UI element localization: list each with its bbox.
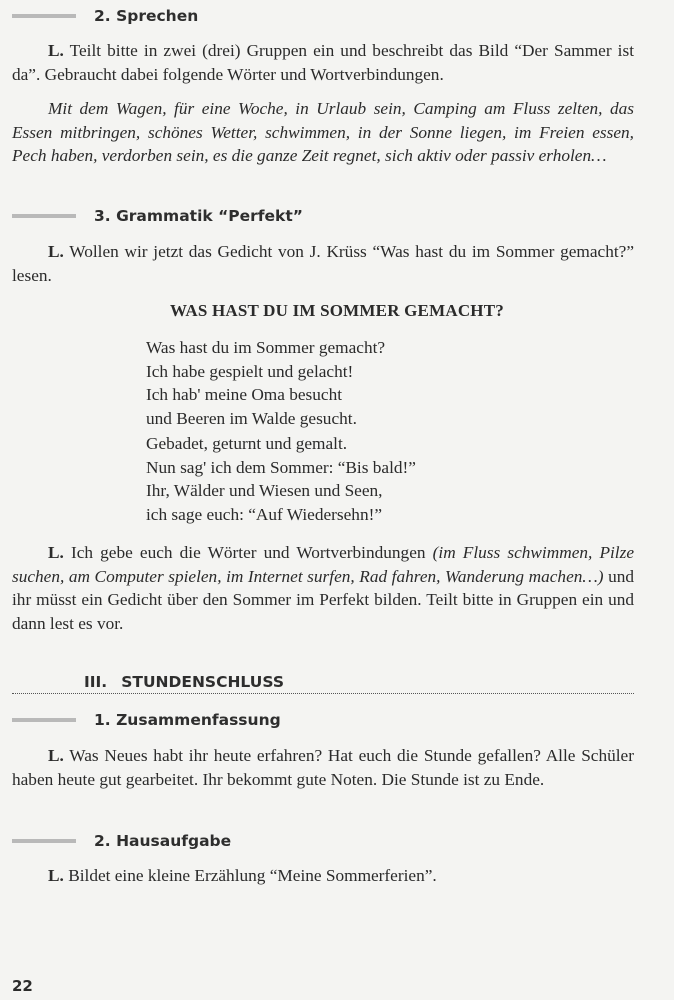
page-number: 22 xyxy=(12,977,33,995)
word-list-task: (im Fluss schwimmen, Pilze suchen, am Computer spielen, im Internet surfen, Rad fahren, Wanderung machen…) xyxy=(12,543,634,586)
poem-line: Ich hab' meine Oma besucht xyxy=(146,385,343,404)
heading-bar xyxy=(12,214,76,218)
paragraph-zusammenfassung xyxy=(12,744,634,791)
heading-grammatik xyxy=(0,205,303,227)
heading-bar xyxy=(12,718,76,722)
poem-line: Ich habe gespielt und gelacht! xyxy=(146,361,354,381)
section-title: STUNDENSCHLUSS xyxy=(121,673,284,691)
paragraph-text: Teilt bitte in zwei (drei) Gruppen ein und beschreibt das Bild “Der Sammer ist da”. Gebraucht dabei folgende Wörter und Wortverbindungen. xyxy=(12,41,634,84)
paragraph-sprechen xyxy=(12,39,634,86)
heading-bar xyxy=(12,14,76,18)
poem-stanza-1 xyxy=(146,336,385,430)
heading-sprechen xyxy=(0,5,198,27)
heading-hausaufgabe xyxy=(0,830,231,852)
paragraph-hausaufgabe xyxy=(12,864,634,888)
section-number: III. xyxy=(84,673,108,691)
poem-stanza-2 xyxy=(146,432,416,526)
poem-line: ich sage euch: “Auf Wiedersehn!” xyxy=(146,504,383,524)
poem-line: Ihr, Wälder und Wiesen und Seen, xyxy=(146,481,383,500)
teacher-marker: L. xyxy=(48,543,64,562)
paragraph-grammatik xyxy=(12,240,634,287)
paragraph-text: Ich gebe euch die Wörter und Wortverbindungen xyxy=(70,543,426,562)
teacher-marker: L. xyxy=(48,866,64,885)
paragraph-text: Wollen wir jetzt das Gedicht von J. Krüss “Was hast du im Sommer gemacht?” lesen. xyxy=(12,242,635,285)
section-stundenschluss xyxy=(84,673,284,691)
heading-text: 3. Grammatik “Perfekt” xyxy=(94,207,303,225)
poem-title: WAS HAST DU IM SOMMER GEMACHT? xyxy=(170,301,504,320)
teacher-marker: L. xyxy=(48,746,64,765)
poem-line: Was hast du im Sommer gemacht? xyxy=(146,338,386,357)
heading-text: 1. Zusammenfassung xyxy=(94,711,281,729)
heading-zusammenfassung xyxy=(0,709,281,731)
paragraph-text: und ihr müsst ein Gedicht über den Sommer im Perfekt bilden. Teilt bitte in Gruppen ein und dann lest es vor. xyxy=(12,566,634,633)
teacher-marker: L. xyxy=(48,242,64,261)
heading-bar xyxy=(12,839,76,843)
paragraph-task xyxy=(12,541,634,635)
poem-line: Nun sag' ich dem Sommer: “Bis bald!” xyxy=(146,457,416,477)
heading-text: 2. Sprechen xyxy=(94,7,199,25)
teacher-marker: L. xyxy=(48,41,64,60)
heading-text: 2. Hausaufgabe xyxy=(94,832,232,850)
poem-line: und Beeren im Walde gesucht. xyxy=(146,408,357,428)
poem-line: Gebadet, geturnt und gemalt. xyxy=(146,434,348,453)
word-list-sprechen: Mit dem Wagen, für eine Woche, in Urlaub sein, Camping am Fluss zelten, das Essen mitbringen, schönes Wetter, schwimmen, in der Sonne liegen, im Freien essen, Pech haben, verdorben sein, es die ganze Zeit regnet, sich aktiv oder passiv erholen… xyxy=(12,99,634,165)
paragraph-text: Was Neues habt ihr heute erfahren? Hat euch die Stunde gefallen? Alle Schüler haben heute gut gearbeitet. Ihr bekommt gute Noten. Die Stunde ist zu Ende. xyxy=(12,746,634,789)
dotted-divider xyxy=(12,693,634,694)
paragraph-text: Bildet eine kleine Erzählung “Meine Sommerferien”. xyxy=(68,866,437,885)
